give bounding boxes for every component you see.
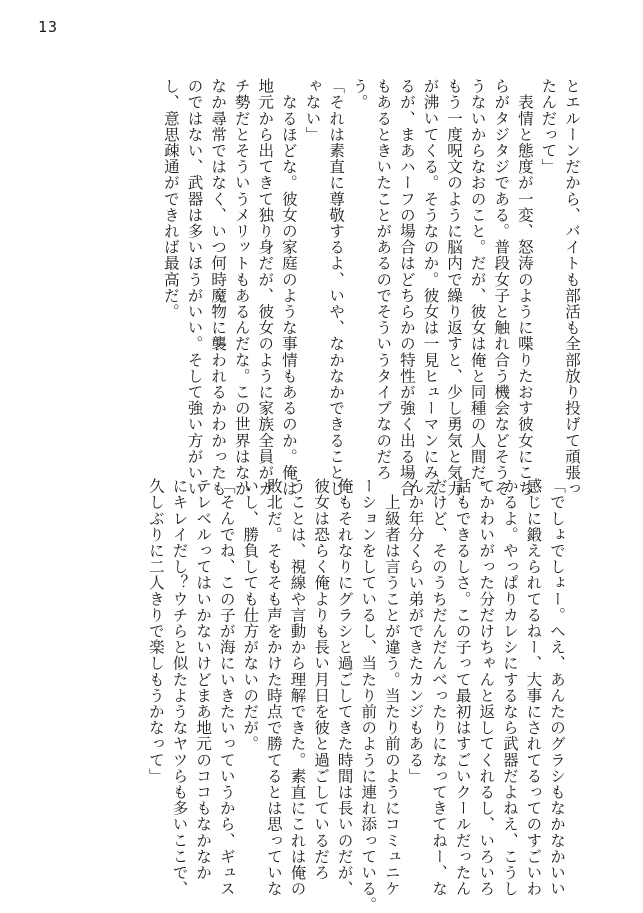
page-number: 13 xyxy=(38,18,59,36)
text-line: テレベルってはいかないけどまあ地元のココもなかなか xyxy=(194,478,213,881)
text-line: うことは、視線や言動から理解できた。素直にこれは俺の xyxy=(288,478,307,897)
text-line: 上級者は言うことが違う。当たり前のようにコミュニケ xyxy=(382,478,401,897)
text-line: るが、まあハーフの場合はどちらかの特性が強く出る場合 xyxy=(397,78,416,497)
text-line: 話もできるしさ。この子って最初はすごいクールだったん xyxy=(453,478,472,897)
text-block-bottom xyxy=(143,478,568,913)
text-line: 「それは素直に尊敬するよ、いや、なかなかできることじ xyxy=(327,78,346,497)
text-line: 感じに鍛えられてるねー、大事にされてるってのすごいわ xyxy=(524,478,543,897)
text-line: いし、勝負しても仕方がないのだが。 xyxy=(241,478,260,752)
text-line: のではない、武器は多いほうがいい。そして強い方がいい xyxy=(185,78,204,497)
text-line: もう一度呪文のように脳内で繰り返すと、少し勇気と気力 xyxy=(445,78,464,497)
text-line: し、意思疎通ができれば最高だ。 xyxy=(161,78,180,320)
text-line: 地元から出てきて独り身だが、彼女のように家族全員がガ xyxy=(256,78,275,497)
text-line: 敗北だ。そもそも声をかけた時点で勝てるとは思っていな xyxy=(264,478,283,897)
text-line: らがタジタジである。普段女子と触れ合う機会などそうそ xyxy=(492,78,511,497)
text-line: ーションをしているし、当たり前のように連れ添っている。 xyxy=(359,478,378,913)
text-line: かるよ。やっぱりカレシにするなら武器だよねえ、こうし xyxy=(500,478,519,897)
text-line: チ勢だとそういうメリットもあるんだな。この世界はなか xyxy=(232,78,251,497)
text-line: 久しぶりに二人きりで楽しもうかなって」 xyxy=(146,478,165,784)
text-line: とエルーンだから、バイトも部活も全部放り投げて頑張っ xyxy=(563,78,581,497)
text-line: にキレイだし？ウチらと似たようなヤツらも多いここで、 xyxy=(170,478,189,897)
text-line: んか年分くらい弟ができたカンジもある」 xyxy=(406,478,425,784)
text-line: 俺もそれなりにグラシと過ごしてきた時間は長いのだが、 xyxy=(335,478,354,897)
text-line: だけど、そのうちだんだんべったりになってきてねー、な xyxy=(430,478,449,897)
text-block-top xyxy=(158,78,583,497)
text-line: てかわいがった分だけちゃんと返してくれるし、いろいろ xyxy=(477,478,496,897)
text-line: なか尋常ではなく、いつ何時魔物に襲われるかわかったも xyxy=(209,78,228,497)
text-line: もあるときいたことがあるのでそういうタイプなのだろ xyxy=(374,78,393,481)
text-line: なるほどな。彼女の家庭のような事情もあるのか。俺は xyxy=(279,78,298,497)
text-line: うないからなおのこと。だが、彼女は俺と同種の人間だ。 xyxy=(468,78,487,497)
text-line: う。 xyxy=(350,78,369,111)
text-line: 「でしょでしょー。へえ、あんたのグラシもなかなかいい xyxy=(548,478,566,897)
text-line: 彼女は恐らく俺よりも長い月日を彼と過ごしているだろ xyxy=(312,478,331,881)
text-line: 表情と態度が一変、怒涛のように喋りたおす彼女にこち xyxy=(515,78,534,497)
text-line: 「そんでね、この子が海にいきたいっていうから、ギュス xyxy=(217,478,236,897)
text-line: たんだって」 xyxy=(539,78,558,175)
text-line: が沸いてくる。そうなのか。彼女は一見ヒューマンにみえ xyxy=(421,78,440,497)
text-line: ゃない」 xyxy=(303,78,322,143)
